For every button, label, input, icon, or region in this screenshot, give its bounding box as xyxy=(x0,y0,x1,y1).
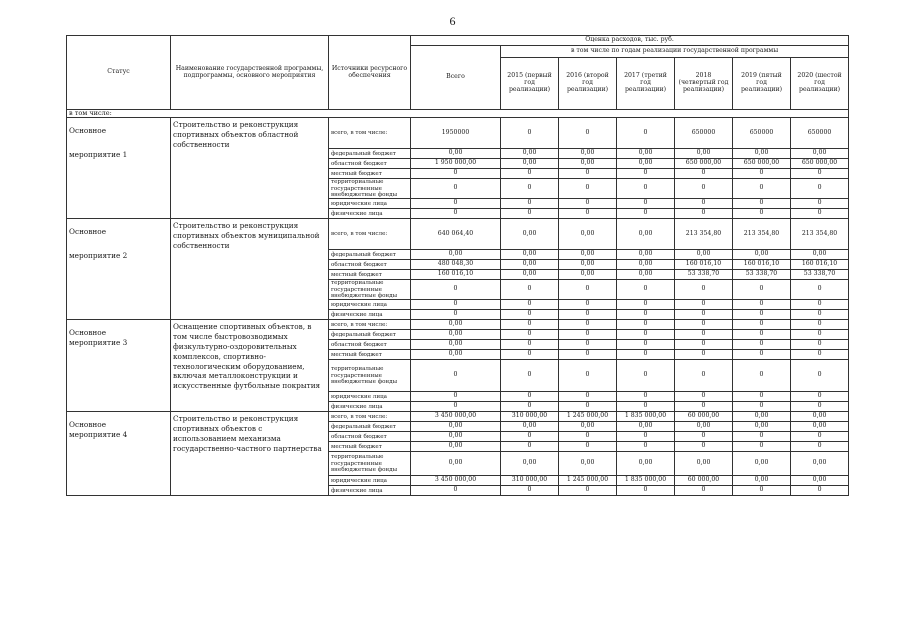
source-label: местный бюджет xyxy=(329,270,411,280)
source-label: федеральный бюджет xyxy=(329,422,411,432)
year-cell: 1 835 000,00 xyxy=(617,412,675,422)
year-cell: 0 xyxy=(675,442,733,452)
year-cell: 0 xyxy=(675,486,733,496)
year-cell: 0,00 xyxy=(675,452,733,476)
year-cell: 0 xyxy=(791,300,849,310)
year-cell: 650 000,00 xyxy=(791,159,849,169)
header-total: Всего xyxy=(411,46,501,110)
year-cell: 0 xyxy=(675,360,733,392)
total-cell: 0 xyxy=(411,199,501,209)
year-cell: 0 xyxy=(733,320,791,330)
source-label: территориальные государственные внебюджетные фонды xyxy=(329,360,411,392)
source-label: юридические лица xyxy=(329,300,411,310)
year-cell: 0 xyxy=(501,118,559,149)
year-cell: 0 xyxy=(617,486,675,496)
status-line: мероприятие 4 xyxy=(69,430,128,440)
year-cell: 0,00 xyxy=(733,452,791,476)
year-cell: 1 245 000,00 xyxy=(559,476,617,486)
year-cell: 0 xyxy=(617,432,675,442)
year-cell: 0 xyxy=(559,118,617,149)
source-label: юридические лица xyxy=(329,392,411,402)
year-cell: 0 xyxy=(559,442,617,452)
year-cell: 0,00 xyxy=(675,250,733,260)
year-cell: 0 xyxy=(559,350,617,360)
year-cell: 0 xyxy=(559,486,617,496)
year-cell: 310 000,00 xyxy=(501,476,559,486)
source-label: всего, в том числе: xyxy=(329,412,411,422)
year-cell: 0 xyxy=(617,402,675,412)
total-cell: 0,00 xyxy=(411,149,501,159)
year-cell: 160 016,10 xyxy=(791,260,849,270)
year-cell: 0 xyxy=(617,280,675,300)
source-label: всего, в том числе: xyxy=(329,219,411,250)
measure-name: Строительство и реконструкция спортивных объектов муниципальной собственности xyxy=(171,219,329,320)
year-cell: 650 000,00 xyxy=(675,159,733,169)
header-estimate: Оценка расходов, тыс. руб. xyxy=(411,36,849,46)
year-cell: 0,00 xyxy=(617,270,675,280)
status-line: мероприятие 1 xyxy=(69,150,128,160)
year-cell: 0 xyxy=(559,280,617,300)
table-row xyxy=(67,219,849,250)
year-cell: 650000 xyxy=(733,118,791,149)
year-cell: 0,00 xyxy=(733,412,791,422)
year-cell: 1 245 000,00 xyxy=(559,412,617,422)
header-source: Источники ресурсного обеспечения xyxy=(329,36,411,110)
year-cell: 0 xyxy=(675,199,733,209)
header-year: 2019 (пятый год реализации) xyxy=(733,58,791,110)
year-cell: 0,00 xyxy=(559,422,617,432)
year-cell: 0 xyxy=(501,442,559,452)
year-cell: 0 xyxy=(733,350,791,360)
table-row xyxy=(67,320,849,330)
year-cell: 0,00 xyxy=(733,149,791,159)
year-cell: 0 xyxy=(617,300,675,310)
year-cell: 0 xyxy=(675,179,733,199)
total-cell: 3 450 000,00 xyxy=(411,412,501,422)
year-cell: 0,00 xyxy=(617,452,675,476)
status-gap xyxy=(69,136,168,150)
year-cell: 0 xyxy=(501,432,559,442)
status-cell xyxy=(67,219,171,320)
year-cell: 0,00 xyxy=(501,452,559,476)
year-cell: 0 xyxy=(617,179,675,199)
year-cell: 0 xyxy=(501,280,559,300)
year-cell: 0,00 xyxy=(733,422,791,432)
year-cell: 0,00 xyxy=(559,149,617,159)
year-cell: 53 338,70 xyxy=(791,270,849,280)
year-cell: 0 xyxy=(675,350,733,360)
source-label: территориальные государственные внебюджетные фонды xyxy=(329,179,411,199)
year-cell: 0,00 xyxy=(791,149,849,159)
year-cell: 0 xyxy=(617,392,675,402)
year-cell: 0 xyxy=(617,320,675,330)
year-cell: 0 xyxy=(733,169,791,179)
total-cell: 480 048,30 xyxy=(411,260,501,270)
year-cell: 0 xyxy=(791,350,849,360)
year-cell: 0,00 xyxy=(501,270,559,280)
source-label: физические лица xyxy=(329,310,411,320)
header-status: Статус xyxy=(67,36,171,110)
year-cell: 0 xyxy=(733,442,791,452)
year-cell: 0 xyxy=(675,169,733,179)
year-cell: 650 000,00 xyxy=(733,159,791,169)
source-label: местный бюджет xyxy=(329,442,411,452)
including-label: в том числе: xyxy=(67,110,849,118)
year-cell: 0 xyxy=(733,392,791,402)
year-cell: 0 xyxy=(559,199,617,209)
year-cell: 0 xyxy=(675,402,733,412)
source-label: всего, в том числе: xyxy=(329,320,411,330)
year-cell: 0,00 xyxy=(791,250,849,260)
year-cell: 0,00 xyxy=(501,219,559,250)
year-cell: 0,00 xyxy=(617,422,675,432)
year-cell: 0 xyxy=(791,392,849,402)
total-cell: 0,00 xyxy=(411,432,501,442)
year-cell: 213 354,80 xyxy=(675,219,733,250)
year-cell: 0 xyxy=(675,330,733,340)
total-cell: 0,00 xyxy=(411,250,501,260)
year-cell: 0 xyxy=(559,392,617,402)
status-line: мероприятие 3 xyxy=(69,338,128,348)
source-label: физические лица xyxy=(329,402,411,412)
measure-name: Строительство и реконструкция спортивных объектов с использованием механизма государственно-частного партнерства xyxy=(171,412,329,496)
status-line: Основное xyxy=(69,126,107,136)
total-cell: 640 064,40 xyxy=(411,219,501,250)
expense-table xyxy=(66,35,849,496)
year-cell: 0 xyxy=(791,199,849,209)
header-name: Наименование государственной программы, подпрограммы, основного мероприятия xyxy=(171,36,329,110)
year-cell: 0 xyxy=(791,340,849,350)
status-cell xyxy=(67,118,171,219)
year-cell: 0,00 xyxy=(791,476,849,486)
year-cell: 0 xyxy=(501,486,559,496)
year-cell: 0 xyxy=(617,360,675,392)
year-cell: 0 xyxy=(733,199,791,209)
year-cell: 0 xyxy=(675,340,733,350)
year-cell: 53 338,70 xyxy=(675,270,733,280)
table-row xyxy=(67,118,849,149)
total-cell: 0 xyxy=(411,392,501,402)
year-cell: 0 xyxy=(791,432,849,442)
year-cell: 1 835 000,00 xyxy=(617,476,675,486)
total-cell: 0 xyxy=(411,300,501,310)
total-cell: 0,00 xyxy=(411,350,501,360)
year-cell: 0 xyxy=(791,169,849,179)
year-cell: 0 xyxy=(559,360,617,392)
year-cell: 213 354,80 xyxy=(791,219,849,250)
total-cell: 3 450 000,00 xyxy=(411,476,501,486)
year-cell: 0 xyxy=(791,320,849,330)
total-cell: 0 xyxy=(411,486,501,496)
total-cell: 0,00 xyxy=(411,320,501,330)
source-label: местный бюджет xyxy=(329,169,411,179)
total-cell: 160 016,10 xyxy=(411,270,501,280)
source-label: территориальные государственные внебюджетные фонды xyxy=(329,452,411,476)
year-cell: 0 xyxy=(617,340,675,350)
year-cell: 0 xyxy=(559,300,617,310)
year-cell: 0 xyxy=(733,402,791,412)
year-cell: 0,00 xyxy=(559,452,617,476)
year-cell: 0 xyxy=(559,179,617,199)
year-cell: 0 xyxy=(617,199,675,209)
year-cell: 0 xyxy=(559,402,617,412)
year-cell: 0,00 xyxy=(617,149,675,159)
year-cell: 0 xyxy=(675,392,733,402)
total-cell: 0 xyxy=(411,360,501,392)
year-cell: 0,00 xyxy=(791,452,849,476)
year-cell: 0 xyxy=(675,280,733,300)
total-cell: 0 xyxy=(411,310,501,320)
year-cell: 0,00 xyxy=(559,219,617,250)
year-cell: 0 xyxy=(791,486,849,496)
year-cell: 310 000,00 xyxy=(501,412,559,422)
year-cell: 0 xyxy=(733,360,791,392)
total-cell: 0 xyxy=(411,169,501,179)
year-cell: 0 xyxy=(733,340,791,350)
source-label: территориальные государственные внебюджетные фонды xyxy=(329,280,411,300)
header-year: 2020 (шестой год реализации) xyxy=(791,58,849,110)
year-cell: 0 xyxy=(675,320,733,330)
status-gap xyxy=(69,237,168,251)
source-label: областной бюджет xyxy=(329,340,411,350)
total-cell: 1950000 xyxy=(411,118,501,149)
year-cell: 0 xyxy=(733,300,791,310)
status-line: Основное xyxy=(69,328,107,338)
year-cell: 0 xyxy=(791,442,849,452)
year-cell: 0 xyxy=(501,169,559,179)
year-cell: 0 xyxy=(791,280,849,300)
year-cell: 0 xyxy=(733,330,791,340)
year-cell: 0 xyxy=(501,300,559,310)
header-years-caption: в том числе по годам реализации государственной программы xyxy=(501,46,849,58)
year-cell: 0 xyxy=(501,350,559,360)
year-cell: 0 xyxy=(791,402,849,412)
year-cell: 0 xyxy=(501,320,559,330)
year-cell: 0 xyxy=(501,209,559,219)
year-cell: 0 xyxy=(733,179,791,199)
source-label: физические лица xyxy=(329,209,411,219)
year-cell: 160 016,10 xyxy=(733,260,791,270)
source-label: федеральный бюджет xyxy=(329,250,411,260)
year-cell: 0 xyxy=(675,432,733,442)
year-cell: 0,00 xyxy=(617,250,675,260)
year-cell: 0 xyxy=(791,330,849,340)
year-cell: 0 xyxy=(733,486,791,496)
year-cell: 0 xyxy=(617,118,675,149)
year-cell: 0,00 xyxy=(791,422,849,432)
status-cell xyxy=(67,412,171,496)
status-line: мероприятие 2 xyxy=(69,251,128,261)
year-cell: 0 xyxy=(791,209,849,219)
source-label: областной бюджет xyxy=(329,432,411,442)
total-cell: 0,00 xyxy=(411,422,501,432)
year-cell: 0,00 xyxy=(501,422,559,432)
year-cell: 0,00 xyxy=(501,260,559,270)
status-line: Основное xyxy=(69,420,107,430)
year-cell: 0,00 xyxy=(675,149,733,159)
year-cell: 0,00 xyxy=(501,250,559,260)
year-cell: 0,00 xyxy=(559,260,617,270)
table-row xyxy=(67,412,849,422)
source-label: федеральный бюджет xyxy=(329,149,411,159)
header-year: 2018 (четвертый год реализации) xyxy=(675,58,733,110)
total-cell: 0,00 xyxy=(411,330,501,340)
year-cell: 0,00 xyxy=(733,250,791,260)
year-cell: 0,00 xyxy=(501,149,559,159)
year-cell: 0 xyxy=(501,330,559,340)
year-cell: 0,00 xyxy=(617,159,675,169)
year-cell: 0,00 xyxy=(559,270,617,280)
year-cell: 0 xyxy=(501,199,559,209)
year-cell: 0 xyxy=(559,330,617,340)
header-year: 2016 (второй год реализации) xyxy=(559,58,617,110)
header-year: 2017 (третий год реализации) xyxy=(617,58,675,110)
year-cell: 0 xyxy=(501,402,559,412)
total-cell: 0,00 xyxy=(411,442,501,452)
year-cell: 0 xyxy=(559,169,617,179)
page-number: 6 xyxy=(449,14,456,28)
status-line: Основное xyxy=(69,227,107,237)
year-cell: 0 xyxy=(791,360,849,392)
year-cell: 0,00 xyxy=(791,412,849,422)
year-cell: 0 xyxy=(559,209,617,219)
status-cell xyxy=(67,320,171,412)
source-label: местный бюджет xyxy=(329,350,411,360)
year-cell: 0 xyxy=(617,209,675,219)
year-cell: 0,00 xyxy=(733,476,791,486)
year-cell: 0,00 xyxy=(559,250,617,260)
year-cell: 0 xyxy=(675,310,733,320)
year-cell: 0,00 xyxy=(675,422,733,432)
year-cell: 0 xyxy=(675,300,733,310)
year-cell: 0 xyxy=(501,360,559,392)
year-cell: 0 xyxy=(791,310,849,320)
year-cell: 0 xyxy=(733,432,791,442)
year-cell: 0 xyxy=(501,392,559,402)
year-cell: 0 xyxy=(733,280,791,300)
year-cell: 0 xyxy=(617,169,675,179)
total-cell: 1 950 000,00 xyxy=(411,159,501,169)
source-label: физические лица xyxy=(329,486,411,496)
year-cell: 0 xyxy=(559,320,617,330)
year-cell: 0 xyxy=(791,179,849,199)
source-label: всего, в том числе: xyxy=(329,118,411,149)
year-cell: 0 xyxy=(617,442,675,452)
year-cell: 0,00 xyxy=(559,159,617,169)
year-cell: 0 xyxy=(559,340,617,350)
total-cell: 0 xyxy=(411,179,501,199)
year-cell: 0 xyxy=(501,340,559,350)
year-cell: 0 xyxy=(501,310,559,320)
year-cell: 650000 xyxy=(675,118,733,149)
year-cell: 0 xyxy=(617,350,675,360)
source-label: юридические лица xyxy=(329,476,411,486)
year-cell: 213 354,80 xyxy=(733,219,791,250)
year-cell: 60 000,00 xyxy=(675,412,733,422)
year-cell: 0 xyxy=(617,310,675,320)
source-label: областной бюджет xyxy=(329,159,411,169)
total-cell: 0 xyxy=(411,280,501,300)
year-cell: 0,00 xyxy=(617,219,675,250)
year-cell: 0 xyxy=(559,310,617,320)
measure-name: Строительство и реконструкция спортивных объектов областной собственности xyxy=(171,118,329,219)
year-cell: 650000 xyxy=(791,118,849,149)
year-cell: 0 xyxy=(733,310,791,320)
source-label: федеральный бюджет xyxy=(329,330,411,340)
year-cell: 0,00 xyxy=(501,159,559,169)
year-cell: 0 xyxy=(675,209,733,219)
total-cell: 0 xyxy=(411,209,501,219)
total-cell: 0,00 xyxy=(411,340,501,350)
source-label: юридические лица xyxy=(329,199,411,209)
year-cell: 0,00 xyxy=(617,260,675,270)
year-cell: 53 338,70 xyxy=(733,270,791,280)
source-label: областной бюджет xyxy=(329,260,411,270)
total-cell: 0 xyxy=(411,402,501,412)
year-cell: 0 xyxy=(617,330,675,340)
year-cell: 0 xyxy=(559,432,617,442)
year-cell: 160 016,10 xyxy=(675,260,733,270)
year-cell: 0 xyxy=(501,179,559,199)
year-cell: 0 xyxy=(733,209,791,219)
header-year: 2015 (первый год реализации) xyxy=(501,58,559,110)
year-cell: 60 000,00 xyxy=(675,476,733,486)
measure-name: Оснащение спортивных объектов, в том числе быстровозводимых физкультурно-оздоровительных комплексов, спортивно-технологическим оборудованием, включая металлоконструкции и искусственные футбольные покрытия xyxy=(171,320,329,412)
total-cell: 0,00 xyxy=(411,452,501,476)
